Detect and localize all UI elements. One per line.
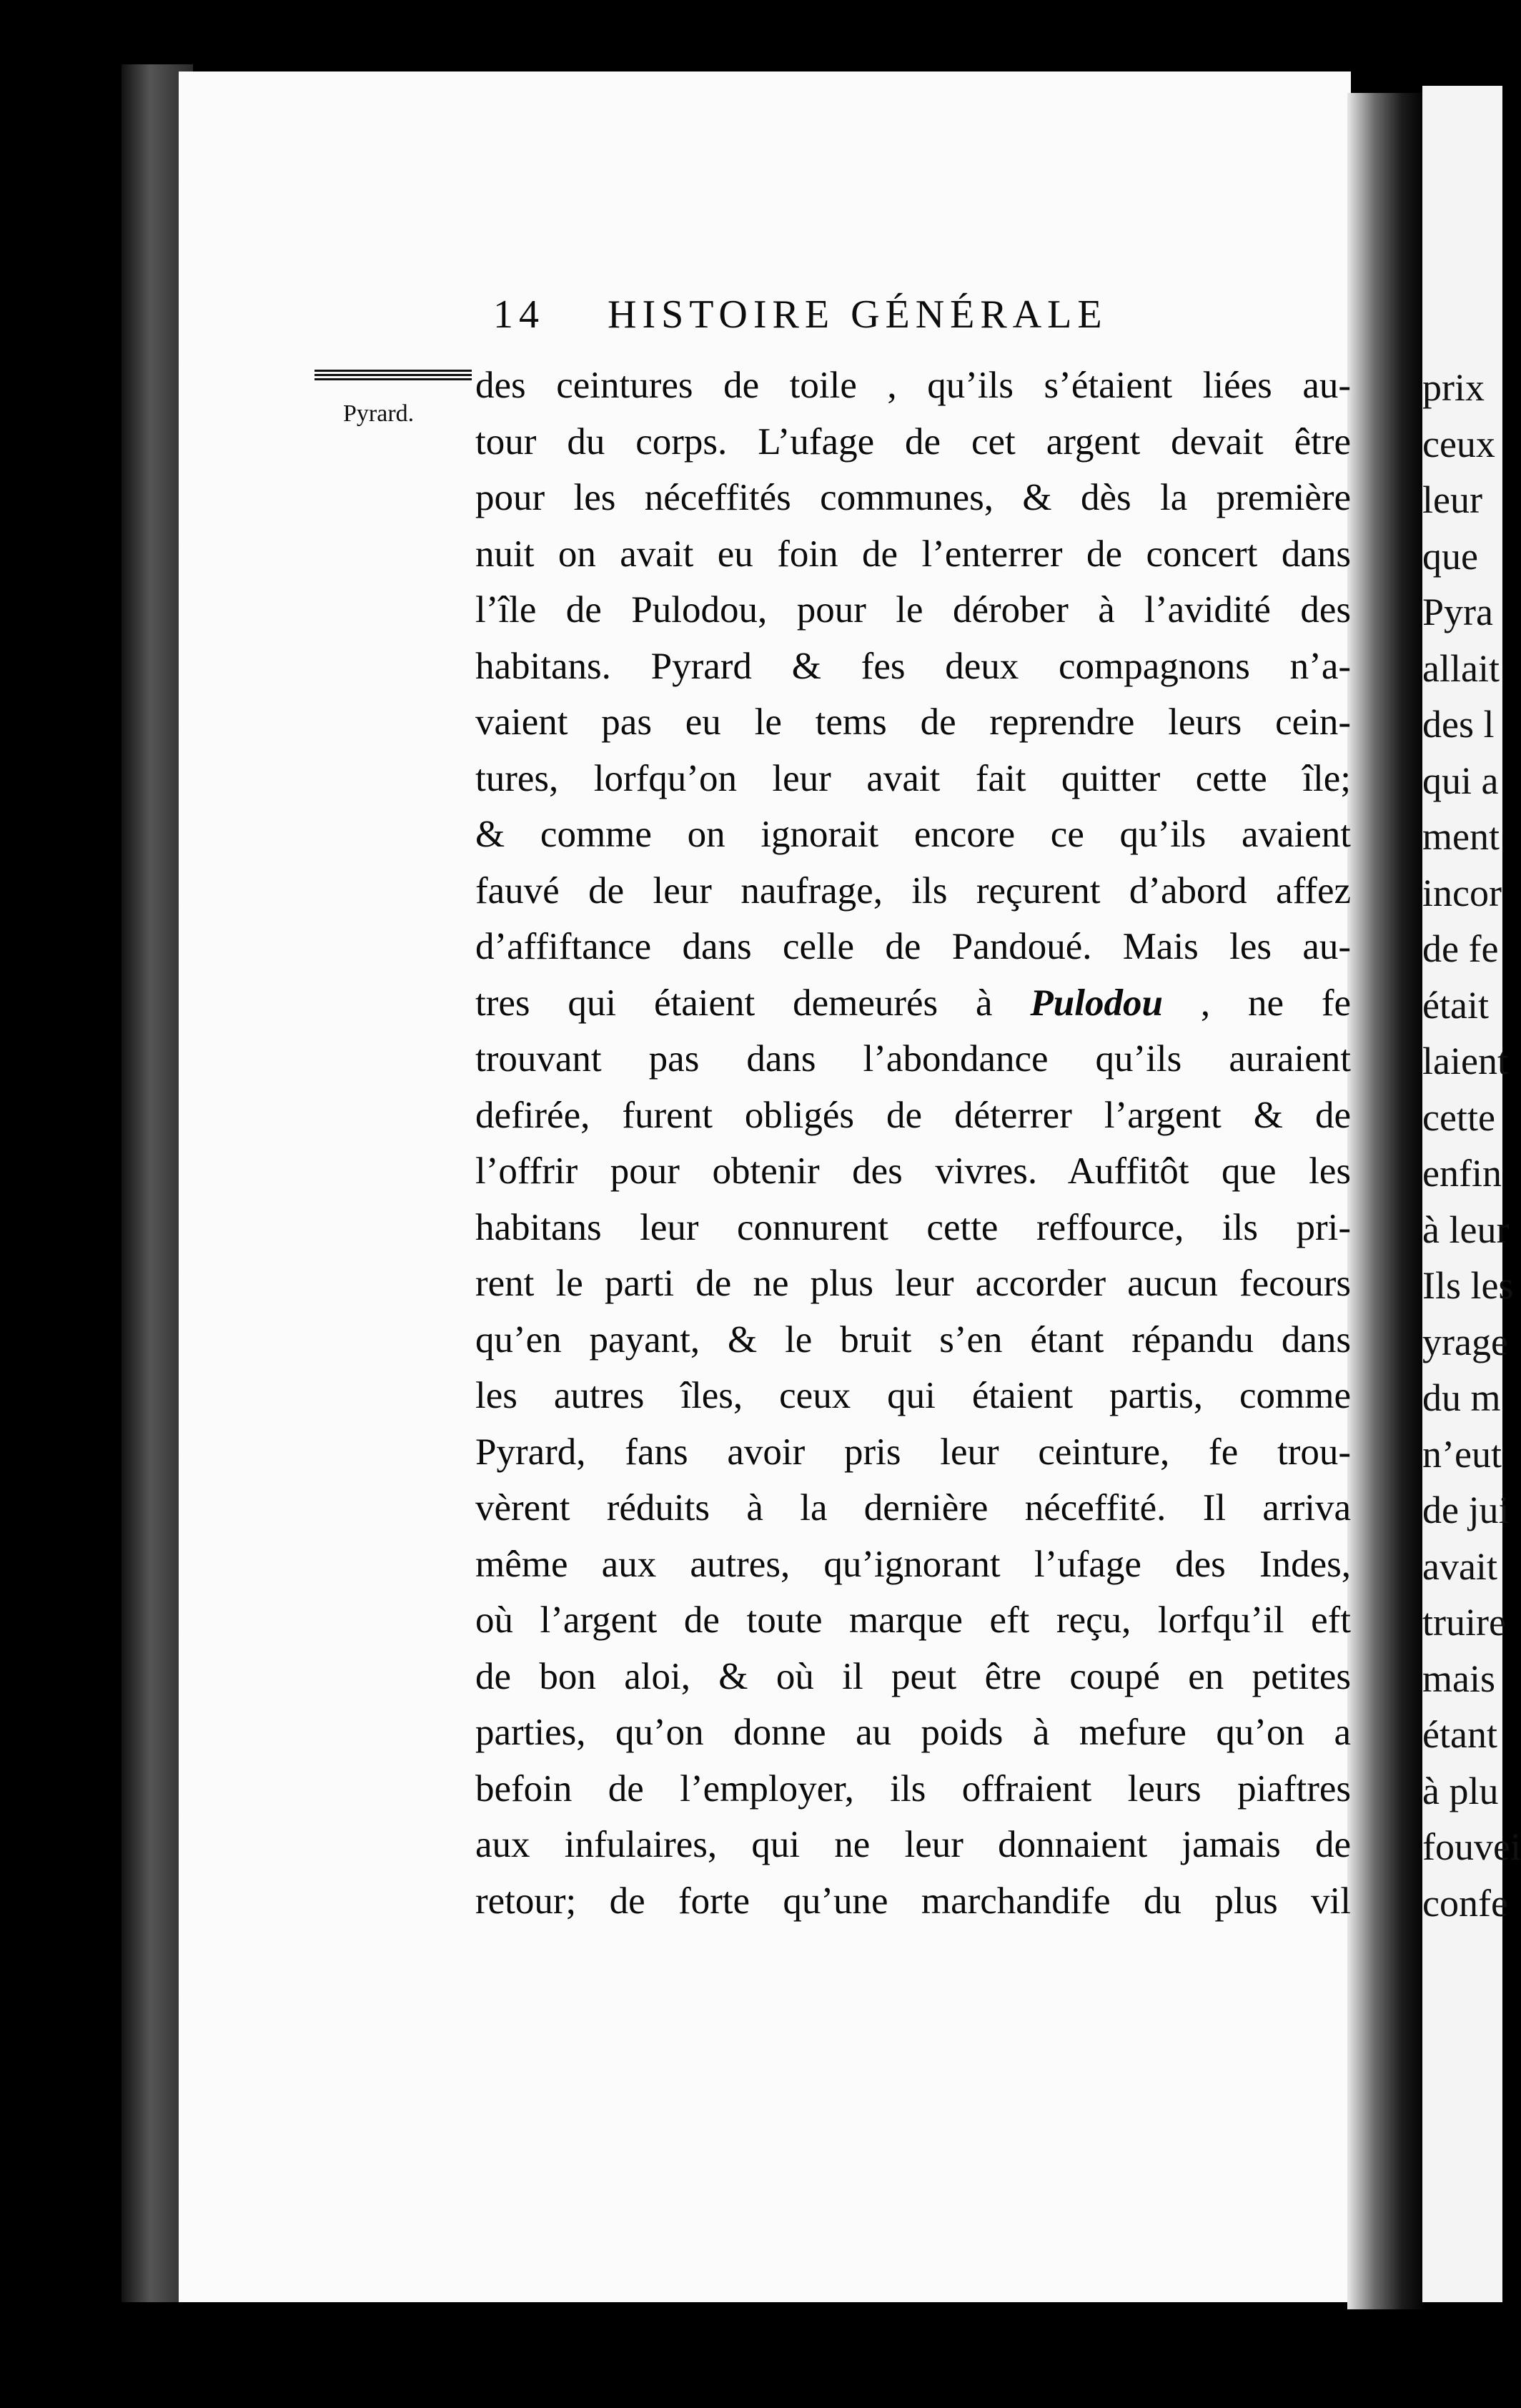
running-header (493, 292, 1244, 342)
text-line: des ceintures de toile , qu’ils s’étaient liées au- (475, 365, 1351, 406)
facing-page-word: fouvei (1422, 1825, 1521, 1868)
facing-page-word: Pyra (1422, 591, 1493, 633)
facing-page-word: avait (1422, 1544, 1497, 1588)
facing-page-word: truire (1422, 1601, 1506, 1644)
facing-page-word: confe (1422, 1881, 1508, 1925)
text-segment: tres qui étaient demeurés à (475, 982, 1031, 1024)
facing-page-word: allait (1422, 646, 1500, 690)
facing-page-word: ment (1422, 815, 1500, 858)
text-line: pour les néceffités communes, & dès la première (475, 477, 1351, 518)
text-line: l’île de Pulodou, pour le dérober à l’avidité des (475, 589, 1351, 631)
facing-page-word: étant (1422, 1713, 1497, 1756)
facing-page-word: leur (1422, 478, 1482, 521)
page-number: 14 (493, 292, 545, 337)
facing-page-word: du m (1422, 1376, 1501, 1419)
facing-page-word: Ils les (1422, 1264, 1514, 1307)
text-line: rent le parti de ne plus leur accorder aucun fecours (475, 1263, 1351, 1304)
facing-page-word: mais (1422, 1657, 1495, 1700)
text-line: de bon aloi, & où il peut être coupé en petites (475, 1655, 1351, 1697)
text-line: habitans leur connurent cette reffource, ils pri- (475, 1206, 1351, 1248)
margin-rule (314, 370, 472, 381)
facing-page-word: yrage (1422, 1320, 1508, 1363)
facing-page-word: n’eut (1422, 1432, 1502, 1476)
text-line: les autres îles, ceux qui étaient partis, comme (475, 1375, 1351, 1416)
facing-page-word: qui a (1422, 759, 1499, 802)
facing-page-word: enfin (1422, 1152, 1502, 1195)
facing-page-word: incor (1422, 871, 1502, 914)
text-line: trouvant pas dans l’abondance qu’ils auraient (475, 1038, 1351, 1080)
facing-page-word: à plu (1422, 1769, 1499, 1812)
text-line: Pyrard, fans avoir pris leur ceinture, fe trou- (475, 1431, 1351, 1473)
text-line: tour du corps. L’ufage de cet argent devait être (475, 420, 1351, 463)
facing-page-fragment (1422, 86, 1521, 2302)
facing-page-word: ceux (1422, 422, 1495, 465)
text-line: & comme on ignorait encore ce qu’ils avaient (475, 814, 1351, 855)
text-line: d’affiftance dans celle de Pandoué. Mais les au- (475, 926, 1351, 967)
facing-page-word: de fe (1422, 927, 1499, 970)
running-title: HISTOIRE GÉNÉRALE (608, 292, 1108, 337)
text-line: befoin de l’employer, ils offraient leurs piaftres (475, 1767, 1351, 1810)
facing-page-word: cette (1422, 1095, 1495, 1139)
text-line: vèrent réduits à la dernière néceffité. Il arriva (475, 1487, 1351, 1529)
facing-page-word: prix (1422, 366, 1485, 409)
facing-page-word: laient (1422, 1040, 1508, 1082)
margin-note: Pyrard. (343, 400, 415, 427)
facing-page-word: était (1422, 983, 1489, 1027)
text-segment: , ne fe (1162, 982, 1351, 1024)
text-line: l’offrir pour obtenir des vivres. Auffitôt que les (475, 1150, 1351, 1192)
text-line: où l’argent de toute marque eft reçu, lorfqu’il eft (475, 1599, 1351, 1641)
text-line: vaient pas eu le tems de reprendre leurs cein- (475, 701, 1351, 743)
text-line: même aux autres, qu’ignorant l’ufage des Indes, (475, 1543, 1351, 1585)
text-line: aux infulaires, qui ne leur donnaient jamais de (475, 1824, 1351, 1865)
facing-page-word: de jui (1422, 1489, 1510, 1531)
text-line: defirée, furent obligés de déterrer l’argent & de (475, 1094, 1351, 1136)
text-line (475, 975, 1351, 1032)
text-line: tures, lorfqu’on leur avait fait quitter cette île; (475, 757, 1351, 799)
facing-page-word: à leur (1422, 1208, 1510, 1251)
facing-page-word: des l (1422, 703, 1495, 746)
text-line: parties, qu’on donne au poids à mefure qu’on a (475, 1712, 1351, 1753)
text-line: habitans. Pyrard & fes deux compagnons n’a- (475, 645, 1351, 687)
text-line: retour; de forte qu’une marchandife du plus vil (475, 1880, 1351, 1922)
text-line: qu’en payant, & le bruit s’en étant répandu dans (475, 1318, 1351, 1361)
facing-page-word: que (1422, 534, 1478, 578)
body-text (475, 357, 1351, 1929)
text-line: fauvé de leur naufrage, ils reçurent d’abord affez (475, 869, 1351, 912)
italic-place-name: Pulodou (1030, 982, 1163, 1024)
book-gutter (1347, 93, 1426, 2309)
text-line: nuit on avait eu foin de l’enterrer de concert dans (475, 533, 1351, 575)
